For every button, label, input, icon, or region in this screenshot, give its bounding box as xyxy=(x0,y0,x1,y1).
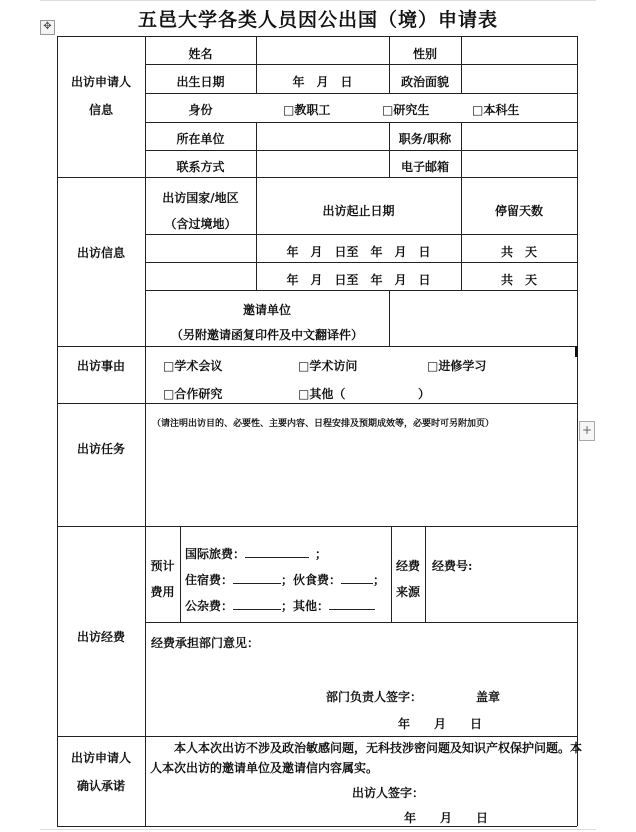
fund-number-label: 经费号: xyxy=(432,559,473,573)
source-label-1: 经费 xyxy=(395,559,420,573)
section-applicant-label-1: 出访申请人 xyxy=(70,75,131,89)
country-field-1[interactable] xyxy=(146,235,255,261)
gender-label: 性别 xyxy=(412,47,437,61)
seal-label: 盖章 xyxy=(476,690,501,704)
date-range-1[interactable]: 年 月 日至 年 月 日 xyxy=(286,245,431,259)
table-border-bottom xyxy=(57,826,577,827)
page-top-edge xyxy=(40,0,596,1)
task-field[interactable] xyxy=(146,430,576,525)
name-field[interactable] xyxy=(257,37,388,63)
intl-fare-end: ； xyxy=(315,547,328,561)
other-fee-label: ；其他： xyxy=(281,599,330,613)
inviter-label-2: （另附邀请函复印件及中文翻译件） xyxy=(170,328,363,342)
intl-fare-field[interactable] xyxy=(245,546,309,558)
checkbox-graduate[interactable]: □研究生 xyxy=(382,103,430,117)
applicant-signature-field[interactable] xyxy=(430,780,570,798)
intl-fare-label: 国际旅费： xyxy=(185,547,246,561)
add-row-icon[interactable]: + xyxy=(579,421,595,441)
table-border-left xyxy=(57,36,58,826)
date-range-2[interactable]: 年 月 日至 年 月 日 xyxy=(286,273,431,287)
divider xyxy=(57,403,577,404)
divider xyxy=(145,93,577,94)
applicant-sign-date[interactable]: 年 月 日 xyxy=(404,811,489,825)
political-label: 政治面貌 xyxy=(400,75,449,89)
divider xyxy=(57,736,577,737)
position-field[interactable] xyxy=(462,123,576,149)
checkbox-staff[interactable]: □教职工 xyxy=(283,103,331,117)
checkbox-cooperative-research[interactable]: □合作研究 xyxy=(163,387,223,401)
dept-opinion-field[interactable] xyxy=(146,650,576,680)
form-title: 五邑大学各类人员因公出国（境）申请表 xyxy=(137,9,498,31)
misc-label: 公杂费： xyxy=(185,599,234,613)
food-end: ； xyxy=(373,573,386,587)
other-fee-field[interactable] xyxy=(329,598,375,610)
divider xyxy=(145,346,146,403)
contact-field[interactable] xyxy=(257,151,388,176)
divider xyxy=(425,526,426,622)
email-field[interactable] xyxy=(462,151,576,176)
section-confirm-label-2: 确认承诺 xyxy=(76,779,125,793)
section-reason-label: 出访事由 xyxy=(76,359,125,373)
country-label-2: （含过境地） xyxy=(164,217,237,231)
food-label: ；伙食费： xyxy=(281,573,342,587)
dept-signature-label: 部门负责人签字： xyxy=(326,690,423,704)
country-label-1: 出访国家/地区 xyxy=(162,191,239,205)
misc-row xyxy=(185,597,375,614)
section-visit-label: 出访信息 xyxy=(76,246,125,260)
estimate-label-2: 费用 xyxy=(150,585,175,599)
checkbox-academic-visit[interactable]: □学术访问 xyxy=(298,359,358,373)
stay-label: 停留天数 xyxy=(494,204,543,218)
food-field[interactable] xyxy=(341,572,373,584)
dob-label: 出生日期 xyxy=(176,75,225,89)
checkbox-academic-conference[interactable]: □学术会议 xyxy=(163,359,223,373)
intl-fare-row xyxy=(185,545,327,562)
inviter-field[interactable] xyxy=(390,291,576,345)
task-instruction: （请注明出访目的、必要性、主要内容、日程安排及预期成效等，必要时可另附加页） xyxy=(152,419,495,429)
checkbox-other[interactable] xyxy=(298,385,345,402)
other-close: ） xyxy=(418,387,431,401)
other-label: □其他（ xyxy=(298,387,346,401)
source-label-2: 来源 xyxy=(395,585,420,599)
misc-field[interactable] xyxy=(233,598,281,610)
country-field-2[interactable] xyxy=(146,263,255,289)
estimate-label-1: 预计 xyxy=(150,559,175,573)
lodging-row xyxy=(185,571,385,588)
lodging-label: 住宿费： xyxy=(185,573,234,587)
text-cursor xyxy=(575,346,578,357)
dates-label: 出访起止日期 xyxy=(322,204,395,218)
dob-field[interactable]: 年 月 日 xyxy=(292,75,353,89)
position-label: 职务/职称 xyxy=(398,132,452,146)
section-task-label: 出访任务 xyxy=(76,442,125,456)
checkbox-further-study[interactable]: □进修学习 xyxy=(427,359,487,373)
section-funds-label: 出访经费 xyxy=(76,630,125,644)
divider xyxy=(57,177,577,178)
political-field[interactable] xyxy=(462,65,576,92)
section-applicant-label-2: 信息 xyxy=(88,103,113,117)
dept-opinion-label: 经费承担部门意见： xyxy=(151,636,260,650)
divider xyxy=(57,346,577,347)
gender-field[interactable] xyxy=(462,37,576,63)
days-1[interactable]: 共 天 xyxy=(500,245,537,259)
table-border-right xyxy=(577,36,578,826)
identity-label: 身份 xyxy=(188,103,213,117)
email-label: 电子邮箱 xyxy=(400,160,449,174)
name-label: 姓名 xyxy=(188,47,213,61)
divider xyxy=(145,622,577,623)
divider xyxy=(145,736,146,826)
inviter-label-1: 邀请单位 xyxy=(242,303,291,317)
divider xyxy=(391,526,392,622)
applicant-signature-label: 出访人签字： xyxy=(352,786,425,800)
divider xyxy=(57,526,577,527)
checkbox-undergraduate[interactable]: □本科生 xyxy=(472,103,520,117)
divider xyxy=(180,526,181,622)
section-confirm-label-1: 出访申请人 xyxy=(70,751,131,765)
fund-number-field[interactable] xyxy=(480,550,575,572)
unit-field[interactable] xyxy=(257,123,388,149)
lodging-field[interactable] xyxy=(233,572,281,584)
unit-label: 所在单位 xyxy=(176,132,225,146)
page-bottom-edge xyxy=(40,829,596,830)
move-handle-icon[interactable]: ✥ xyxy=(40,20,55,35)
dept-sign-date[interactable]: 年 月 日 xyxy=(398,717,483,731)
commitment-line-2: 人本次出访的邀请单位及邀请信内容属实。 xyxy=(150,761,379,775)
contact-label: 联系方式 xyxy=(176,160,225,174)
commitment-line-1: 本人本次出访不涉及政治敏感问题，无科技涉密问题及知识产权保护问题。本 xyxy=(174,741,583,755)
days-2[interactable]: 共 天 xyxy=(500,273,537,287)
